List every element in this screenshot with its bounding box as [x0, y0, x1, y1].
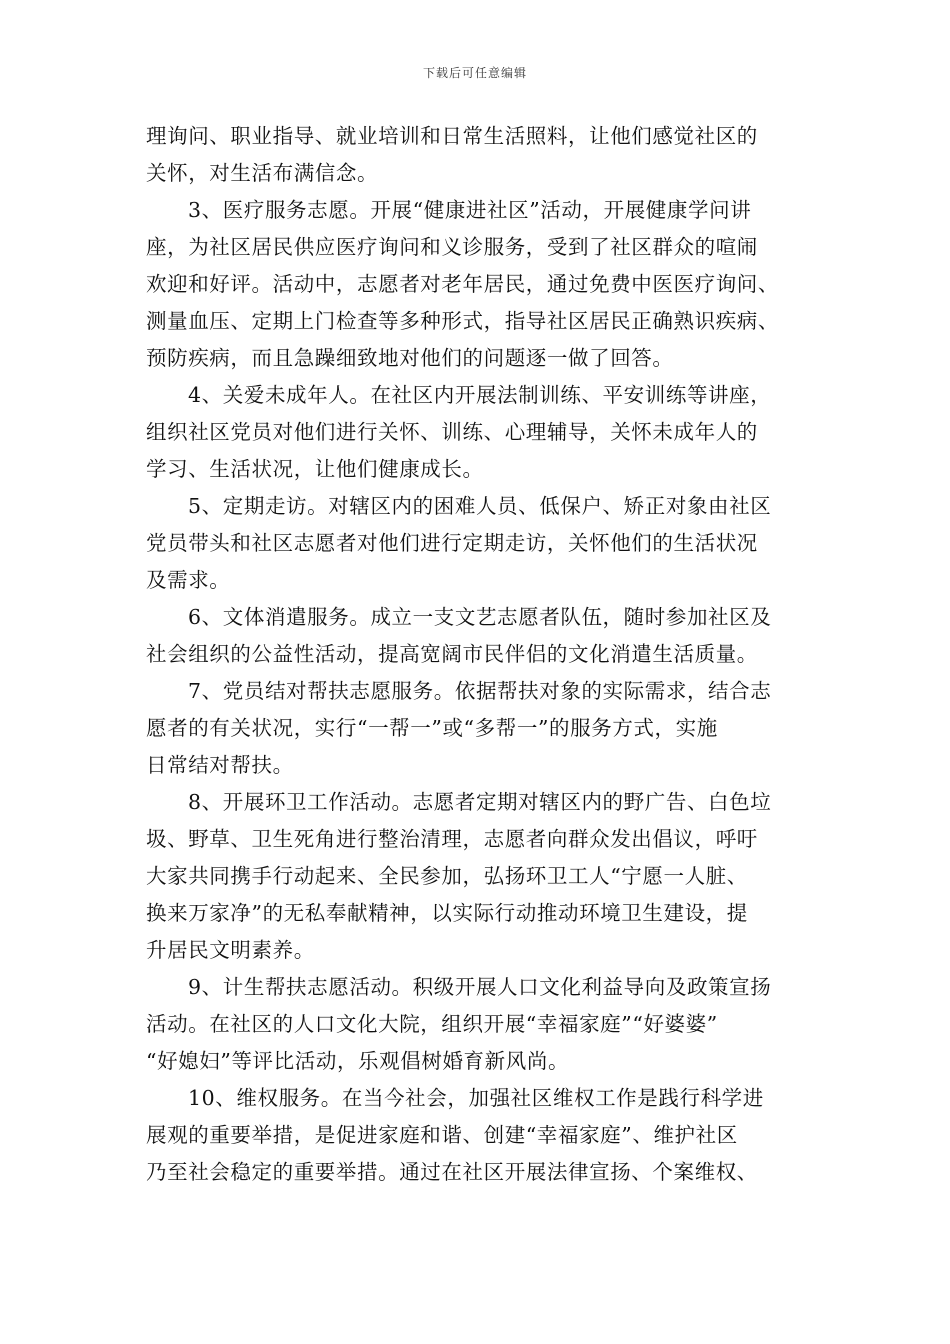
- text-line: 社会组织的公益性活动，提高宽阔市民伴侣的文化消遣生活质量。: [146, 642, 758, 666]
- text-line: 升居民文明素养。: [146, 938, 315, 962]
- paragraph-start-line: 9、计生帮扶志愿活动。积级开展人口文化利益导向及政策宣扬: [188, 975, 772, 999]
- text-line: 及需求。: [146, 568, 231, 592]
- document-body: [146, 118, 816, 1191]
- text-line: 乃至社会稳定的重要举措。通过在社区开展法律宣扬、个案维权、: [146, 1160, 758, 1184]
- page-header: 下载后可任意编辑: [422, 66, 527, 80]
- text-line: 学习、生活状况，让他们健康成长。: [146, 457, 484, 481]
- text-line: 展观的重要举措，是促进家庭和谐、创建“幸福家庭”、维护社区: [146, 1123, 738, 1147]
- text-line: 座，为社区居民供应医疗询问和义诊服务，受到了社区群众的喧闹: [146, 235, 758, 259]
- text-line: 愿者的有关状况，实行“一帮一”或“多帮一”的服务方式，实施: [146, 716, 718, 740]
- paragraph-start-line: 4、关爱未成年人。在社区内开展法制训练、平安训练等讲座，: [188, 383, 772, 407]
- text-line: 圾、野草、卫生死角进行整治清理，志愿者向群众发出倡议，呼吁: [146, 827, 758, 851]
- paragraph-start-line: 6、文体消遣服务。成立一支文艺志愿者队伍，随时参加社区及: [188, 605, 772, 629]
- text-line: 大家共同携手行动起来、全民参加，弘扬环卫工人“宁愿一人脏、: [146, 864, 748, 888]
- text-line: 日常结对帮扶。: [146, 753, 294, 777]
- paragraph-start-line: 7、党员结对帮扶志愿服务。依据帮扶对象的实际需求，结合志: [188, 679, 772, 703]
- paragraph-start-line: 5、定期走访。对辖区内的困难人员、低保户、矫正对象由社区: [188, 494, 772, 518]
- text-line: 关怀，对生活布满信念。: [146, 161, 379, 185]
- text-line: 党员带头和社区志愿者对他们进行定期走访，关怀他们的生活状况: [146, 531, 758, 555]
- text-line: 活动。在社区的人口文化大院，组织开展“幸福家庭”“好婆婆”: [146, 1012, 718, 1036]
- paragraph-start-line: 3、医疗服务志愿。开展“健康进社区”活动，开展健康学问讲: [188, 198, 752, 222]
- text-line: 预防疾病，而且急躁细致地对他们的问题逐一做了回答。: [146, 346, 674, 370]
- text-line: 组织社区党员对他们进行关怀、训练、心理辅导，关怀未成年人的: [146, 420, 758, 444]
- text-line: 欢迎和好评。活动中，志愿者对老年居民，通过免费中医医疗询问、: [146, 272, 779, 296]
- text-line: 测量血压、定期上门检查等多种形式，指导社区居民正确熟识疾病、: [146, 309, 779, 333]
- text-line: “好媳妇”等评比活动，乐观倡树婚育新风尚。: [146, 1049, 570, 1073]
- paragraph-start-line: 8、开展环卫工作活动。志愿者定期对辖区内的野广告、白色垃: [188, 790, 772, 814]
- text-line: 换来万家净”的无私奉献精神，以实际行动推动环境卫生建设，提: [146, 901, 748, 925]
- paragraph-start-line: 10、维权服务。在当今社会，加强社区维权工作是践行科学进: [188, 1086, 764, 1110]
- text-line: 理询问、职业指导、就业培训和日常生活照料，让他们感觉社区的: [146, 124, 758, 148]
